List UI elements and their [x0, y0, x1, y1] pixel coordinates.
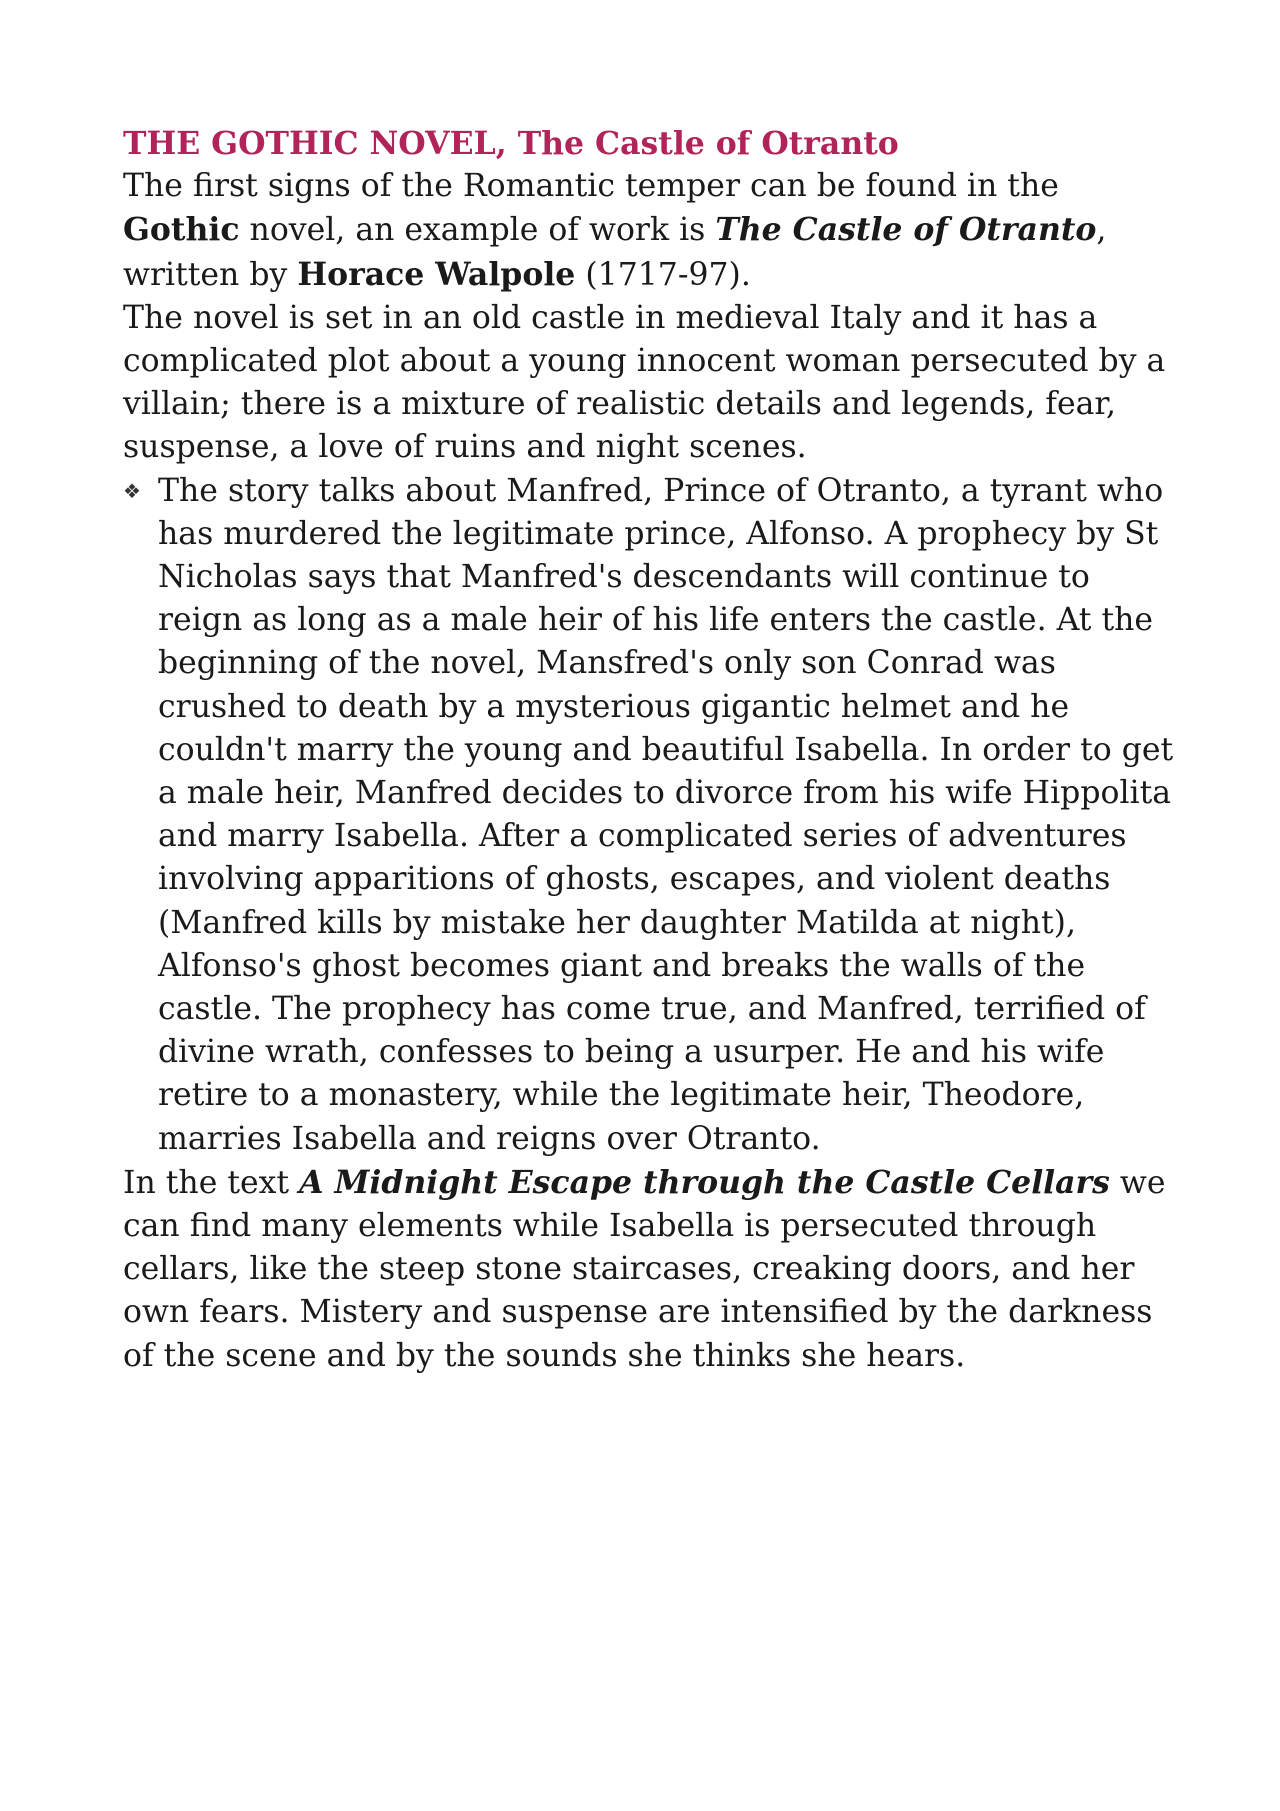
- setting-paragraph: The novel is set in an old castle in medieval Italy and it has a complicated plot about a young innocent woman persecuted by a villain; there is a mixture of realistic details and legends, fear, suspense, a love of ruins and night scenes.: [123, 299, 1166, 466]
- intro-text-2: novel, an example of work is: [239, 212, 716, 249]
- section-title: THE GOTHIC NOVEL, The Castle of Otranto: [123, 125, 899, 162]
- author-name: Horace Walpole: [297, 255, 576, 293]
- intro-text-4: (1717-97).: [575, 256, 751, 293]
- intro-paragraph: [123, 165, 1183, 297]
- intro-text-3: , written by: [123, 212, 1107, 293]
- closing-text-2: we can find many elements while Isabella is persecuted through cellars, like the steep stone staircases, creaking doors, and her own fears. Mistery and suspense are intensified by the darkness of the scene and by the sounds she thinks she hears.: [123, 1164, 1166, 1374]
- closing-text-1: In the text: [123, 1164, 300, 1201]
- document-page: [123, 122, 1183, 1378]
- story-bullet: [123, 470, 1183, 1161]
- gothic-term: Gothic: [123, 211, 240, 249]
- intro-text-1: The first signs of the Romantic temper can be found in the: [123, 168, 1059, 205]
- story-paragraph: The story talks about Manfred, Prince of Otranto, a tyrant who has murdered the legitimate prince, Alfonso. A prophecy by St Nicholas says that Manfred's descendants will continue to reign as long as a male heir of his life enters the castle. At the beginning of the novel, Mansfred's only son Conrad was crushed to death by a mysterious gigantic helmet and he couldn't marry the young and beautiful Isabella. In order to get a male heir, Manfred decides to divorce from his wife Hippolita and marry Isabella. After a complicated series of adventures involving apparitions of ghosts, escapes, and violent deaths (Manfred kills by mistake her daughter Matilda at night), Alfonso's ghost becomes giant and breaks the walls of the castle. The prophecy has come true, and Manfred, terrified of divine wrath, confesses to being a usurper. He and his wife retire to a monastery, while the legitimate heir, Theodore, marries Isabella and reigns over Otranto.: [158, 472, 1174, 1157]
- diamond-bullet-icon: ❖: [123, 478, 141, 503]
- excerpt-title: [299, 1164, 1110, 1201]
- closing-paragraph: [123, 1161, 1183, 1378]
- excerpt-title-text: A Midnight Escape through the Castle Cellars: [299, 1163, 1110, 1201]
- novel-title: [715, 211, 1096, 248]
- novel-title-text: The Castle of Otranto: [715, 211, 1097, 249]
